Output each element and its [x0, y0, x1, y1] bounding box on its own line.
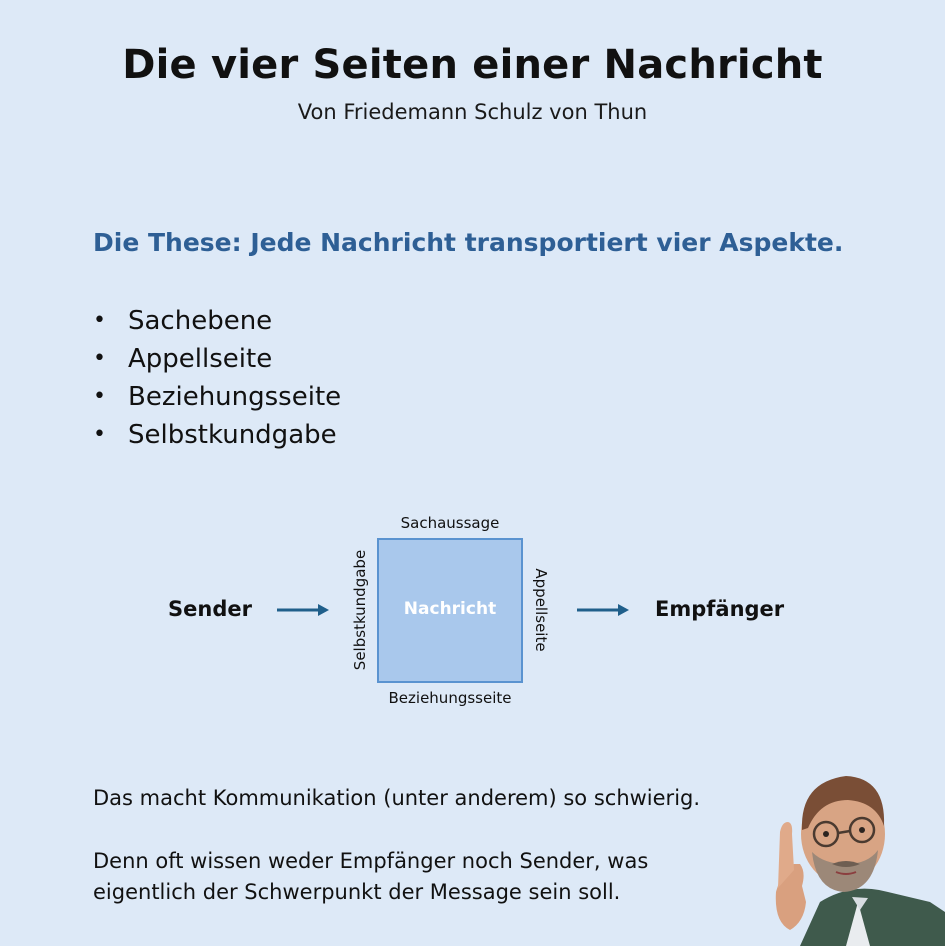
- page-subtitle: Von Friedemann Schulz von Thun: [297, 100, 648, 124]
- list-item-label: Appellseite: [128, 344, 273, 374]
- receiver-label: Empfänger: [655, 597, 785, 621]
- list-item: [90, 378, 341, 416]
- aspects-list: [90, 302, 341, 454]
- arrow-right-icon: [276, 602, 330, 618]
- bullet-icon: •: [93, 308, 106, 333]
- message-box-label: Nachricht: [403, 599, 497, 619]
- arrow-right-icon: [576, 602, 630, 618]
- list-item: [90, 302, 341, 340]
- list-item-label: Beziehungsseite: [128, 382, 342, 412]
- side-label-left: Selbstkundgabe: [351, 549, 369, 671]
- list-item: [90, 416, 341, 454]
- bullet-icon: •: [93, 384, 106, 409]
- closing-text-1: Das macht Kommunikation (unter anderem) so schwierig.: [93, 786, 701, 810]
- side-label-right: Appellseite: [532, 568, 550, 652]
- portrait-photo: [760, 752, 945, 946]
- side-label-bottom: Beziehungsseite: [388, 689, 512, 707]
- closing-text-2: Denn oft wissen weder Empfänger noch Sender, was eigentlich der Schwerpunkt der Message sein soll.: [93, 849, 649, 904]
- side-label-top: Sachaussage: [400, 514, 500, 532]
- list-item-label: Sachebene: [128, 306, 273, 336]
- list-item-label: Selbstkundgabe: [128, 420, 337, 450]
- bullet-icon: •: [93, 346, 106, 371]
- thesis-heading: Die These: Jede Nachricht transportiert vier Aspekte.: [93, 228, 844, 257]
- list-item: [90, 340, 341, 378]
- communication-diagram: [0, 500, 945, 720]
- bullet-icon: •: [93, 422, 106, 447]
- page-title: Die vier Seiten einer Nachricht: [122, 42, 823, 88]
- sender-label: Sender: [168, 597, 252, 621]
